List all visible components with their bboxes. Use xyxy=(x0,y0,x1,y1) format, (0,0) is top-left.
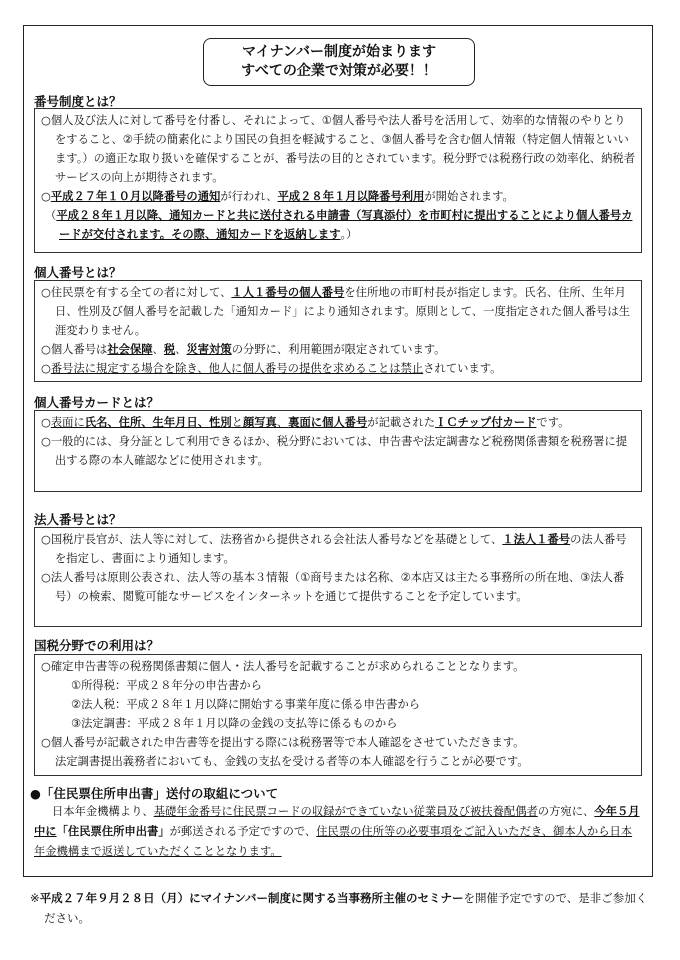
para-corporate-publication: ○法人番号は原則公表され、法人等の基本３情報（①商号または名称、②本店又は主たる事務所の所在地、③法人番号）の検索、閲覧可能なサービスをインターネットを通じて提供することを予定しています。 xyxy=(41,571,625,603)
para-card-issue: （平成２８年１月以降、通知カードと共に送付される申請書（写真添付）を市町村に提出することにより個人番号カードが交付されます。その際、通知カードを返納します。） xyxy=(45,209,633,241)
section-heading-bango-seido: 番号制度とは？ xyxy=(34,94,122,109)
para-identity-check: ○個人番号が記載された申告書等を提出する際には税務署等で本人確認をさせていただきます。 xyxy=(41,736,525,749)
item-statutory-report: ③法定調書：平成２８年１月以降の金銭の支払等に係るものから xyxy=(71,717,398,730)
para-card-content: ○表面に氏名、住所、生年月日、性別と顔写真、裏面に個人番号が記載されたＩＣチップ付カードです。 xyxy=(41,416,570,429)
section-box-kojin-bango xyxy=(34,280,642,382)
item-corporate-tax: ②法人税：平成２８年１月以降に開始する事業年度に係る申告書から xyxy=(71,698,421,711)
section-heading-kojin-bango: 個人番号とは？ xyxy=(34,265,122,280)
title-line-1: マイナンバー制度が始まります xyxy=(241,44,437,60)
para-jumin-hyo: 日本年金機構より、基礎年金番号に住民票コードの収録ができていない従業員及び被扶養配偶者の方宛に、今年５月中に「住民票住所申出書」が郵送される予定ですので、住民票の住所等の必要事項をご記入いただき、御本人から日本年金機構まで返送していただくこととなります。 xyxy=(34,805,640,858)
para-schedule: ○平成２７年１０月以降番号の通知が行われ、平成２８年１月以降番号利用が開始されます。 xyxy=(41,190,514,203)
item-income-tax: ①所得税：平成２８年分の申告書から xyxy=(71,679,262,692)
title-line-2: すべての企業で対策が必要！！ xyxy=(241,63,437,79)
section-heading-kokuzei: 国税分野での利用は？ xyxy=(34,638,160,653)
section-box-kojin-bango-card xyxy=(34,410,642,492)
para-card-usage: ○一般的には、身分証として利用できるほか、税分野においては、申告書や法定調書など税務関係書類を税務署に提出する際の本人確認などに使用されます。 xyxy=(41,435,628,467)
section-box-hojin-bango xyxy=(34,527,642,627)
section-heading-kojin-bango-card: 個人番号カードとは？ xyxy=(34,395,160,410)
para-assignment: ○住民票を有する全ての者に対して、１人１番号の個人番号を住所地の市町村長が指定します。氏名、住所、生年月日、性別及び個人番号を記載した「通知カード」により通知されます。原則として、一度指定された個人番号は生涯変わりません。 xyxy=(41,286,631,337)
seminar-notice: ※平成２７年９月２８日（月）にマイナンバー制度に関する当事務所主催のセミナーを開催予定ですので、是非ご参加ください。 xyxy=(30,891,648,925)
title-box xyxy=(203,38,475,86)
para-usage-scope: ○個人番号は社会保障、税、災害対策の分野に、利用範囲が限定されています。 xyxy=(41,343,446,356)
section-heading-hojin-bango: 法人番号とは？ xyxy=(34,512,122,527)
para-prohibition: ○番号法に規定する場合を除き、他人に個人番号の提供を求めることは禁止されています。 xyxy=(41,362,502,375)
para-corporate-assignment: ○国税庁長官が、法人等に対して、法務省から提供される会社法人番号などを基礎として、１法人１番号の法人番号を指定し、書面により通知します。 xyxy=(41,533,627,565)
para-purpose: ○個人及び法人に対して番号を付番し、それによって、①個人番号や法人番号を活用して、効率的な情報のやりとりをすること、②手続の簡素化により国民の負担を軽減すること、③個人番号を含む個人情報（特定個人情報といいます。）の適正な取り扱いを確保することが、番号法の目的とされています。税分野では税務行政の効率化、納税者サービスの向上が期待されます。 xyxy=(41,114,635,184)
section-box-bango-seido xyxy=(34,108,642,253)
para-statutory-obligation: 法定調書提出義務者においても、金銭の支払を受ける者等の本人確認を行うことが必要です。 xyxy=(55,755,529,768)
section-heading-jumin-hyo: ●「住民票住所申出書」送付の取組について xyxy=(30,786,279,801)
section-box-kokuzei xyxy=(34,654,642,776)
para-filing-requirement: ○確定申告書等の税務関係書類に個人・法人番号を記載することが求められることとなります。 xyxy=(41,660,525,673)
